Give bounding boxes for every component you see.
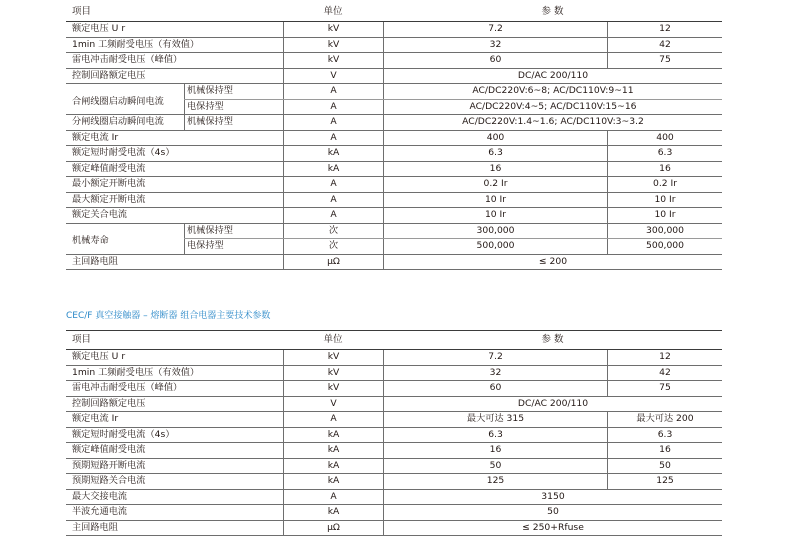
row-name: 最小额定开断电流 [66, 177, 283, 192]
row-group-spacer [66, 100, 184, 115]
row-value-span: AC/DC220V:1.4~1.6; AC/DC110V:3~3.2 [383, 115, 722, 130]
row-name: 额定电流 Ir [66, 131, 283, 146]
row-unit: A [283, 490, 383, 505]
header-item: 项目 [66, 331, 283, 349]
row-name: 最大额定开断电流 [66, 193, 283, 208]
row-value-2: 42 [607, 366, 722, 381]
row-value-1: 16 [383, 162, 607, 177]
row-unit: A [283, 208, 383, 223]
table-row [66, 146, 722, 162]
row-group: 分闸线圈启动瞬间电流 [66, 115, 184, 130]
table-row [66, 490, 722, 506]
row-group: 机械寿命 [66, 224, 184, 255]
row-value-1: 60 [383, 381, 607, 396]
row-value-span: AC/DC220V:6~8; AC/DC110V:9~11 [383, 84, 722, 99]
table-row [66, 397, 722, 413]
table-row [66, 224, 722, 240]
row-unit: μΩ [283, 255, 383, 270]
row-name: 1min 工频耐受电压（有效值） [66, 38, 283, 53]
table-row [66, 474, 722, 490]
table-row [66, 131, 722, 147]
table-row [66, 69, 722, 85]
row-name: 额定峰值耐受电流 [66, 162, 283, 177]
table-row [66, 193, 722, 209]
row-value-2: 6.3 [607, 146, 722, 161]
row-unit: kA [283, 443, 383, 458]
row-unit: kV [283, 22, 383, 37]
row-name: 主回路电阻 [66, 521, 283, 536]
table-2-caption: CEC/F 真空接触器 – 熔断器 组合电器主要技术参数 [66, 308, 270, 321]
row-unit: μΩ [283, 521, 383, 536]
row-unit: kA [283, 459, 383, 474]
row-unit: kV [283, 381, 383, 396]
row-value-1: 7.2 [383, 350, 607, 365]
row-value-span: DC/AC 200/110 [383, 69, 722, 84]
table-row [66, 208, 722, 224]
row-value-1: 300,000 [383, 224, 607, 239]
row-group-spacer [66, 239, 184, 254]
row-value-2: 10 Ir [607, 208, 722, 223]
row-value-2: 75 [607, 53, 722, 68]
row-group: 合闸线圈启动瞬间电流 [66, 84, 184, 115]
row-value-1: 125 [383, 474, 607, 489]
row-unit: 次 [283, 224, 383, 239]
row-unit: 次 [283, 239, 383, 254]
table-row [66, 443, 722, 459]
table-row [66, 412, 722, 428]
row-name: 雷电冲击耐受电压（峰值） [66, 381, 283, 396]
row-name: 额定电压 U r [66, 350, 283, 365]
header-unit: 单位 [283, 331, 383, 349]
spec-table-2 [66, 330, 722, 536]
row-value-1: 10 Ir [383, 208, 607, 223]
row-unit: A [283, 131, 383, 146]
row-value-1: 32 [383, 38, 607, 53]
row-value-1: 32 [383, 366, 607, 381]
row-unit: kV [283, 53, 383, 68]
table-row [66, 22, 722, 38]
row-name: 雷电冲击耐受电压（峰值） [66, 53, 283, 68]
table-row [66, 350, 722, 366]
table-row [66, 428, 722, 444]
row-value-span: 3150 [383, 490, 722, 505]
header-params: 参 数 [383, 2, 722, 21]
row-sub: 电保持型 [184, 239, 283, 254]
table-row [66, 53, 722, 69]
row-value-2: 最大可达 200 [607, 412, 722, 427]
row-name: 控制回路额定电压 [66, 397, 283, 412]
row-name: 额定短时耐受电流（4s） [66, 146, 283, 161]
row-name: 最大交接电流 [66, 490, 283, 505]
row-sub: 机械保持型 [184, 115, 283, 130]
row-value-1: 50 [383, 459, 607, 474]
row-value-1: 0.2 Ir [383, 177, 607, 192]
row-value-span: DC/AC 200/110 [383, 397, 722, 412]
row-value-2: 12 [607, 350, 722, 365]
row-sub: 机械保持型 [184, 224, 283, 239]
row-value-1: 最大可达 315 [383, 412, 607, 427]
row-value-2: 75 [607, 381, 722, 396]
table-row [66, 38, 722, 54]
row-value-2: 6.3 [607, 428, 722, 443]
row-name: 额定电压 U r [66, 22, 283, 37]
row-value-1: 6.3 [383, 146, 607, 161]
row-unit: A [283, 115, 383, 130]
row-value-2: 42 [607, 38, 722, 53]
header-params: 参 数 [383, 331, 722, 349]
row-name: 半波允通电流 [66, 505, 283, 520]
row-sub: 电保持型 [184, 100, 283, 115]
table-row [66, 100, 722, 116]
row-value-2: 16 [607, 162, 722, 177]
row-name: 预期短路关合电流 [66, 474, 283, 489]
row-unit: V [283, 69, 383, 84]
row-value-2: 12 [607, 22, 722, 37]
row-unit: A [283, 84, 383, 99]
row-unit: A [283, 177, 383, 192]
row-value-1: 10 Ir [383, 193, 607, 208]
row-name: 额定关合电流 [66, 208, 283, 223]
row-value-span: ≤ 250+Rfuse [383, 521, 722, 536]
header-unit: 单位 [283, 2, 383, 21]
row-value-2: 0.2 Ir [607, 177, 722, 192]
row-value-1: 6.3 [383, 428, 607, 443]
row-value-1: 500,000 [383, 239, 607, 254]
row-value-2: 300,000 [607, 224, 722, 239]
table-row [66, 255, 722, 271]
table-header [66, 330, 722, 350]
table-row [66, 115, 722, 131]
row-unit: A [283, 100, 383, 115]
row-unit: V [283, 397, 383, 412]
row-unit: kV [283, 366, 383, 381]
row-unit: A [283, 412, 383, 427]
header-item: 项目 [66, 2, 283, 21]
row-name: 额定短时耐受电流（4s） [66, 428, 283, 443]
table-row [66, 459, 722, 475]
row-name: 控制回路额定电压 [66, 69, 283, 84]
table-row [66, 521, 722, 536]
row-value-2: 125 [607, 474, 722, 489]
row-value-1: 60 [383, 53, 607, 68]
row-name: 额定峰值耐受电流 [66, 443, 283, 458]
row-value-1: 7.2 [383, 22, 607, 37]
row-unit: kA [283, 505, 383, 520]
row-unit: kV [283, 350, 383, 365]
table-row [66, 239, 722, 255]
row-value-span: AC/DC220V:4~5; AC/DC110V:15~16 [383, 100, 722, 115]
row-name: 预期短路开断电流 [66, 459, 283, 474]
table-row [66, 381, 722, 397]
row-sub: 机械保持型 [184, 84, 283, 99]
row-name: 1min 工频耐受电压（有效值） [66, 366, 283, 381]
row-value-2: 50 [607, 459, 722, 474]
row-value-2: 400 [607, 131, 722, 146]
table-row [66, 505, 722, 521]
table-row [66, 177, 722, 193]
row-unit: kA [283, 162, 383, 177]
row-unit: kA [283, 146, 383, 161]
row-name: 主回路电阻 [66, 255, 283, 270]
row-value-1: 400 [383, 131, 607, 146]
row-name: 额定电流 Ir [66, 412, 283, 427]
row-value-span: 50 [383, 505, 722, 520]
spec-table-1 [66, 2, 722, 270]
row-unit: kV [283, 38, 383, 53]
row-value-2: 10 Ir [607, 193, 722, 208]
table-header [66, 2, 722, 22]
row-value-span: ≤ 200 [383, 255, 722, 270]
row-value-2: 500,000 [607, 239, 722, 254]
row-unit: kA [283, 428, 383, 443]
table-row [66, 84, 722, 100]
row-unit: A [283, 193, 383, 208]
row-value-1: 16 [383, 443, 607, 458]
row-value-2: 16 [607, 443, 722, 458]
table-row [66, 162, 722, 178]
row-unit: kA [283, 474, 383, 489]
table-row [66, 366, 722, 382]
